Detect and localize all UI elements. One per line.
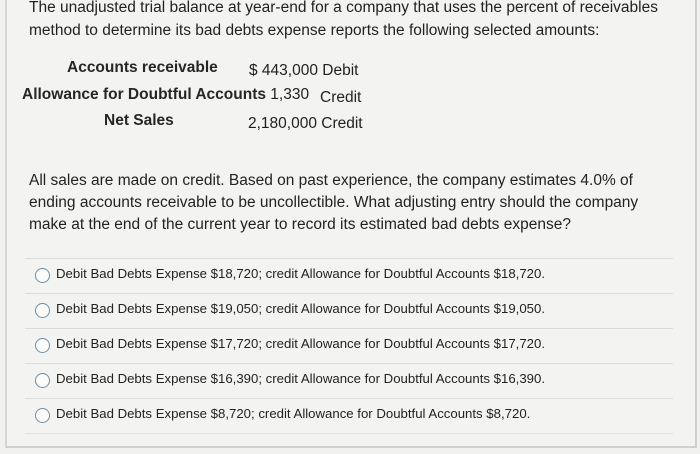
trial-balance-row-allowance <box>22 86 309 104</box>
answer-option-label: Debit Bad Debts Expense $16,390; credit Allowance for Doubtful Accounts $16,390. <box>56 371 545 386</box>
question-body: All sales are made on credit. Based on past experience, the company estimates 4.0% of ending accounts receivable to be uncollectible. What adjusting entry should the company make at the end of the current year to record its estimated bad debts expense? <box>29 172 639 233</box>
question-panel <box>5 0 697 448</box>
radio-circle-icon[interactable] <box>35 268 50 283</box>
net-sales-amount-cell <box>248 115 363 133</box>
net-sales-label: Net Sales <box>104 112 174 129</box>
answer-option-5[interactable] <box>25 398 673 434</box>
trial-balance-row-accounts-receivable <box>67 59 218 77</box>
allowance-side-cell <box>320 89 361 107</box>
radio-circle-icon[interactable] <box>35 303 50 318</box>
accounts-receivable-amount: $ 443,000 Debit <box>249 62 359 79</box>
accounts-receivable-label: Accounts receivable <box>67 59 218 76</box>
answer-option-label: Debit Bad Debts Expense $18,720; credit Allowance for Doubtful Accounts $18,720. <box>56 266 545 281</box>
radio-circle-icon[interactable] <box>35 373 50 388</box>
answer-option-label: Debit Bad Debts Expense $8,720; credit Allowance for Doubtful Accounts $8,720. <box>56 406 531 421</box>
answer-option-2[interactable] <box>25 293 673 328</box>
allowance-side: Credit <box>320 89 362 106</box>
trial-balance-row-net-sales <box>104 112 174 130</box>
radio-circle-icon[interactable] <box>35 338 50 353</box>
question-intro: The unadjusted trial balance at year-end for a company that uses the percent of receivables method to determine its bad debts expense reports the following selected amounts: <box>29 0 658 39</box>
answer-option-3[interactable] <box>25 328 673 363</box>
answer-option-label: Debit Bad Debts Expense $17,720; credit Allowance for Doubtful Accounts $17,720. <box>56 336 545 351</box>
net-sales-amount: 2,180,000 Credit <box>248 115 363 132</box>
allowance-label: Allowance for Doubtful Accounts <box>22 86 266 103</box>
answer-option-label: Debit Bad Debts Expense $19,050; credit Allowance for Doubtful Accounts $19,050. <box>56 301 545 316</box>
answer-option-4[interactable] <box>25 363 673 398</box>
allowance-amount: 1,330 <box>270 86 310 103</box>
answer-options <box>25 258 673 434</box>
answer-option-1[interactable] <box>25 258 673 293</box>
radio-circle-icon[interactable] <box>35 408 50 423</box>
accounts-receivable-amount-cell <box>249 62 358 80</box>
